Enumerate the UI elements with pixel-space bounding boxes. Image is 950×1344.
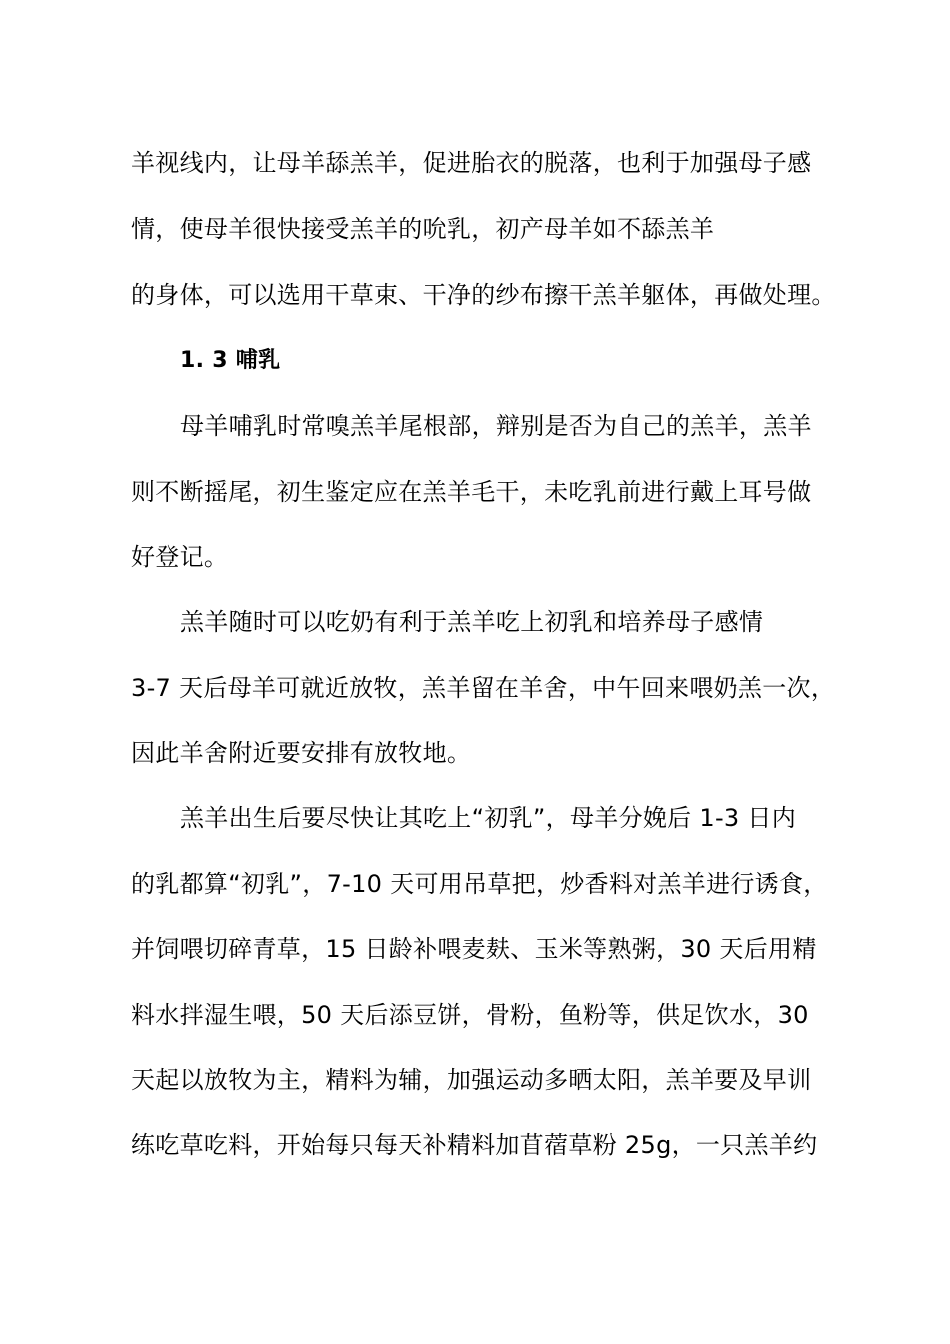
paragraph-2-line-1: 母羊哺乳时常嗅羔羊尾根部，辩别是否为自己的羔羊，羔羊 <box>180 412 812 440</box>
paragraph-1-line-1: 羊视线内，让母羊舔羔羊，促进胎衣的脱落，也利于加强母子感 <box>131 149 812 177</box>
paragraph-3-line-3: 因此羊舍附近要安排有放牧地。 <box>131 739 472 767</box>
paragraph-4-line-3: 并饲喂切碎青草，15 日龄补喂麦麸、玉米等熟粥，30 天后用精 <box>131 935 817 963</box>
paragraph-4-line-4: 料水拌湿生喂，50 天后添豆饼，骨粉，鱼粉等，供足饮水，30 <box>131 1001 809 1029</box>
paragraph-2-line-3: 好登记。 <box>131 543 229 571</box>
paragraph-3-line-2: 3-7 天后母羊可就近放牧，羔羊留在羊舍，中午回来喂奶羔一次， <box>131 674 836 702</box>
paragraph-3-line-1: 羔羊随时可以吃奶有利于羔羊吃上初乳和培养母子感情 <box>180 608 764 636</box>
paragraph-2-line-2: 则不断摇尾，初生鉴定应在羔羊毛干，未吃乳前进行戴上耳号做 <box>131 478 812 506</box>
paragraph-1-line-3: 的身体，可以选用干草束、干净的纱布擦干羔羊躯体，再做处理。 <box>131 281 836 309</box>
paragraph-4-line-1: 羔羊出生后要尽快让其吃上“初乳”，母羊分娩后 1-3 日内 <box>180 804 797 832</box>
paragraph-4-line-5: 天起以放牧为主，精料为辅，加强运动多晒太阳，羔羊要及早训 <box>131 1066 812 1094</box>
paragraph-4-line-6: 练吃草吃料，开始每只每天补精料加苜蓿草粉 25g，一只羔羊约 <box>131 1131 818 1159</box>
paragraph-1-line-2: 情，使母羊很快接受羔羊的吮乳，初产母羊如不舔羔羊 <box>131 215 715 243</box>
section-heading: 1. 3 哺乳 <box>180 348 281 373</box>
paragraph-4-line-2: 的乳都算“初乳”，7-10 天可用吊草把，炒香料对羔羊进行诱食， <box>131 870 828 898</box>
